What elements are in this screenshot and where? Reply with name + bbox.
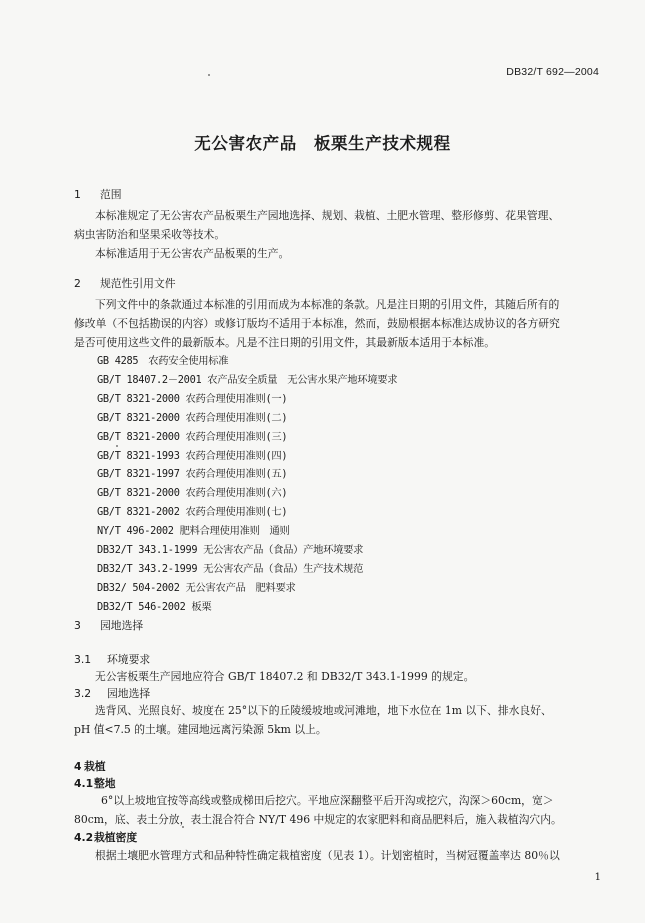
reference-item: DB32/T 343.2-1999 无公害农产品（食品）生产技术规范: [97, 562, 364, 575]
paragraph-line: 本标准规定了无公害农产品板栗生产园地选择、规划、栽植、土肥水管理、整形修剪、花果管理、: [95, 209, 560, 222]
section-title: 栽植密度: [94, 831, 138, 844]
document-code: DB32/T 692—2004: [506, 66, 599, 78]
reference-item: DB32/T 343.1-1999 无公害农产品（食品）产地环境要求: [97, 544, 364, 557]
reference-item: GB/T 8321-2000 农药合理使用准则(一): [97, 392, 288, 405]
section-title: 整地: [94, 777, 116, 790]
reference-item: DB32/T 546-2002 板栗: [97, 600, 212, 613]
subsection-4-2-heading: [74, 829, 137, 846]
paragraph-line: 修改单（不包括勘误的内容）或修订版均不适用于本标准，然而，鼓励根据本标准达成协议的各方研究: [74, 317, 560, 330]
reference-item: GB/T 18407.2－2001 农产品安全质量 无公害水果产地环境要求: [97, 373, 398, 386]
section-1-heading: [74, 186, 122, 203]
section-number: 2: [74, 277, 81, 290]
section-title: 栽植: [84, 760, 106, 773]
section-2-heading: [74, 275, 176, 292]
section-title: 园地选择: [107, 687, 151, 700]
section-title: 园地选择: [100, 619, 144, 632]
paragraph-line: 是否可使用这些文件的最新版本。凡是不注日期的引用文件，其最新版本适用于本标准。: [74, 336, 496, 349]
section-number: 3.1: [74, 653, 92, 666]
section-title: 环境要求: [107, 653, 151, 666]
scan-speck: [116, 445, 118, 447]
section-number: 4.1: [74, 777, 94, 790]
subsection-4-1-heading: [74, 775, 116, 792]
reference-item: GB/T 8321-2002 农药合理使用准则(七): [97, 506, 288, 519]
paragraph-line: 6°以上坡地宜按等高线或整成梯田后挖穴。平地应深翻整平后开沟或挖穴，沟深＞60cm，宽＞: [101, 794, 554, 807]
section-number: 4: [74, 760, 82, 773]
page-number: 1: [594, 872, 601, 883]
paragraph-line: 80cm，底、表土分放，表土混合符合 NY/T 496 中规定的农家肥料和商品肥料后，施入栽植沟穴内。: [74, 813, 562, 826]
reference-item: GB 4285 农药安全使用标准: [97, 355, 229, 367]
reference-list: [97, 352, 397, 617]
subsection-3-2-heading: [74, 685, 150, 702]
paragraph-line: pH 值<7.5 的土壤。建园地远离污染源 5km 以上。: [74, 723, 327, 736]
paragraph-line: 无公害板栗生产园地应符合 GB/T 18407.2 和 DB32/T 343.1-1999 的规定。: [95, 670, 475, 683]
subsection-3-1-heading: [74, 651, 150, 668]
section-number: 3: [74, 619, 81, 632]
document-title: 无公害农产品 板栗生产技术规程: [194, 134, 451, 153]
scan-speck: [208, 74, 210, 76]
reference-item: GB/T 8321-2000 农药合理使用准则(三): [97, 430, 288, 443]
section-3-heading: [74, 617, 143, 634]
reference-item: GB/T 8321-2000 农药合理使用准则(二): [97, 411, 288, 424]
reference-item: GB/T 8321-1997 农药合理使用准则(五): [97, 468, 288, 481]
section-number: 1: [74, 188, 81, 201]
reference-item: NY/T 496-2002 肥料合理使用准则 通则: [97, 525, 290, 538]
reference-item: GB/T 8321-1993 农药合理使用准则(四): [97, 449, 288, 462]
paragraph-line: 下列文件中的条款通过本标准的引用而成为本标准的条款。凡是注日期的引用文件，其随后所有的: [95, 298, 560, 311]
section-4-heading: [74, 758, 106, 775]
section-number: 4.2: [74, 831, 94, 844]
section-title: 范围: [100, 188, 122, 201]
section-title: 规范性引用文件: [100, 277, 176, 290]
paragraph-line: 本标准适用于无公害农产品板栗的生产。: [95, 247, 290, 260]
reference-item: GB/T 8321-2000 农药合理使用准则(六): [97, 487, 288, 500]
paragraph-line: 根据土壤肥水管理方式和品种特性确定栽植密度（见表 1）。计划密植时，当树冠覆盖率达 80％以: [95, 849, 560, 862]
paragraph-line: 病虫害防治和坚果采收等技术。: [74, 228, 226, 241]
reference-item: DB32/ 504-2002 无公害农产品 肥料要求: [97, 581, 296, 594]
section-number: 3.2: [74, 687, 92, 700]
scan-speck: [182, 826, 184, 828]
paragraph-line: 选背风、光照良好、坡度在 25°以下的丘陵缓坡地或河滩地，地下水位在 1m 以下、排水良好、: [95, 704, 552, 717]
